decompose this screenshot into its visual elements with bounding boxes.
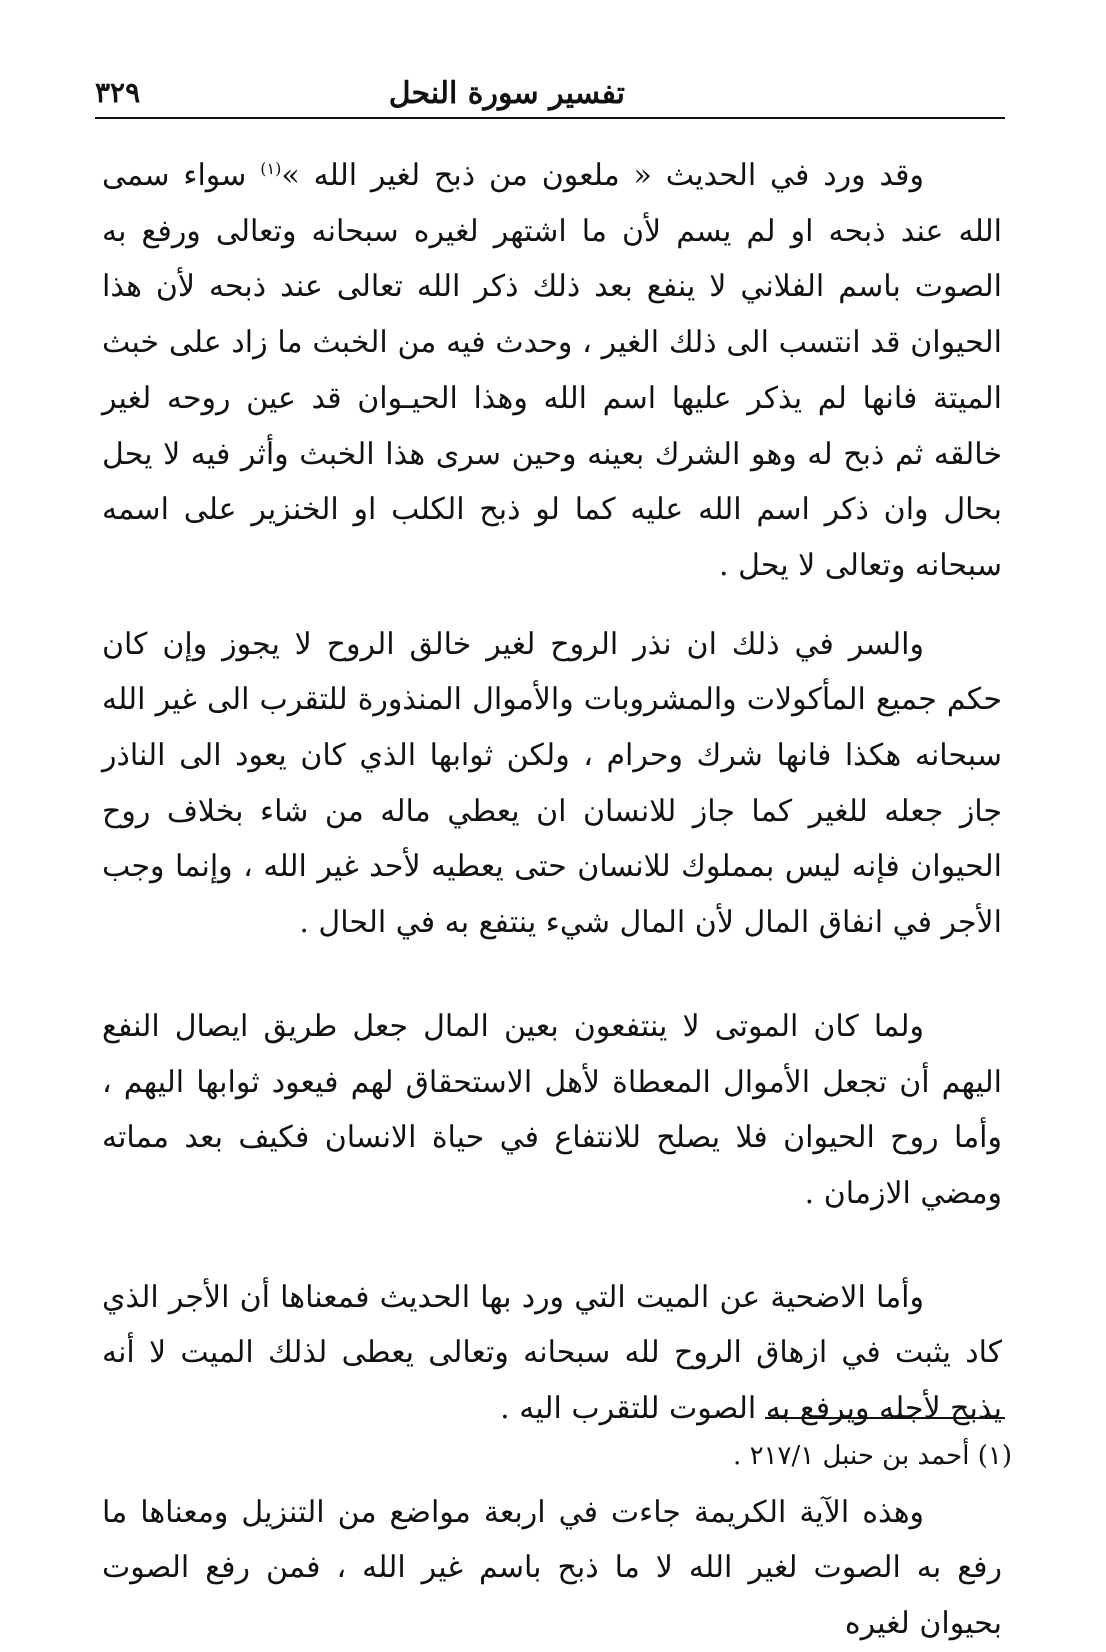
footnote: (١) أحمد بن حنبل ٢١٧/١ .	[733, 1441, 1012, 1471]
paragraph-1-start: وقد ورد في الحديث « ملعون من ذبح لغير الله »	[281, 158, 924, 193]
paragraph-3: ولما كان الموتى لا ينتفعون بعين المال جعل طريق ايصال النفع اليهم أن تجعل الأموال المعطاة لأهل الاستحقاق لهم فيعود ثوابها اليهم ، وأما روح الحيوان فلا يصلح للانتفاع في حياة الانسان فكيف بعد مماته ومضي الازمان .	[102, 1008, 1002, 1211]
paragraph-1-rest: سواء سمى الله عند ذبحه او لم يسم لأن ما اشتهر لغيره سبحانه وتعالى ورفع به الصوت باسم الفلاني لا ينفع بعد ذلك ذكر الله تعالى عند ذبحه لأن هذا الحيوان قد انتسب الى ذلك الغير ، وحدث فيه من الخبث ما زاد على خبث الميتة فانها لم يذكر عليها اسم الله وهذا الحيـوان قد عين روحه لغير خالقه ثم ذبح له وهو الشرك بعينه وحين سرى هذا الخبث وأثر فيه لا يحل بحال وان ذكر اسم الله عليه كما لو ذبح الكلب او الخنزير على اسمه سبحانه وتعالى لا يحل .	[102, 158, 1002, 583]
paragraph-5: وهذه الآية الكريمة جاءت في اربعة مواضع من التنزيل ومعناها ما رفع به الصوت لغير الله لا ما ذبح باسم غير الله ، فمن رفع الصوت بحيوان لغيره	[102, 1494, 1002, 1642]
header-rule	[95, 117, 1005, 119]
footnote-reference: (١)	[260, 159, 282, 178]
body-text	[102, 148, 1002, 1652]
running-title: تفسير سورة النحل	[388, 76, 625, 111]
page-header	[95, 72, 1005, 116]
paragraph-2: والسر في ذلك ان نذر الروح لغير خالق الروح لا يجوز وإن كان حكم جميع المأكولات والمشروبات والأموال المنذورة للتقرب الى غير الله سبحانه هكذا فانها شرك وحرام ، ولكن ثوابها الذي كان يعود الى الناذر جاز جعله للغير كما جاز للانسان ان يعطي ماله من شاء بخلاف روح الحيوان فإنه ليس بمملوك للانسان حتى يعطيه لأحد غير الله ، وإنما وجب الأجر في انفاق المال لأن المال شيء ينتفع به في الحال .	[102, 626, 1002, 941]
footnote-rule	[765, 1417, 1005, 1419]
page-number: ٣٢٩	[95, 76, 141, 109]
paragraph-1	[102, 148, 1002, 594]
paragraph-4: وأما الاضحية عن الميت التي ورد بها الحديث فمعناها أن الأجر الذي كاد يثبت في ازهاق الروح لله سبحانه وتعالى يعطى لذلك الميت لا أنه يذبح لأجله ويرفع به الصوت للتقرب اليه .	[102, 1279, 1002, 1427]
